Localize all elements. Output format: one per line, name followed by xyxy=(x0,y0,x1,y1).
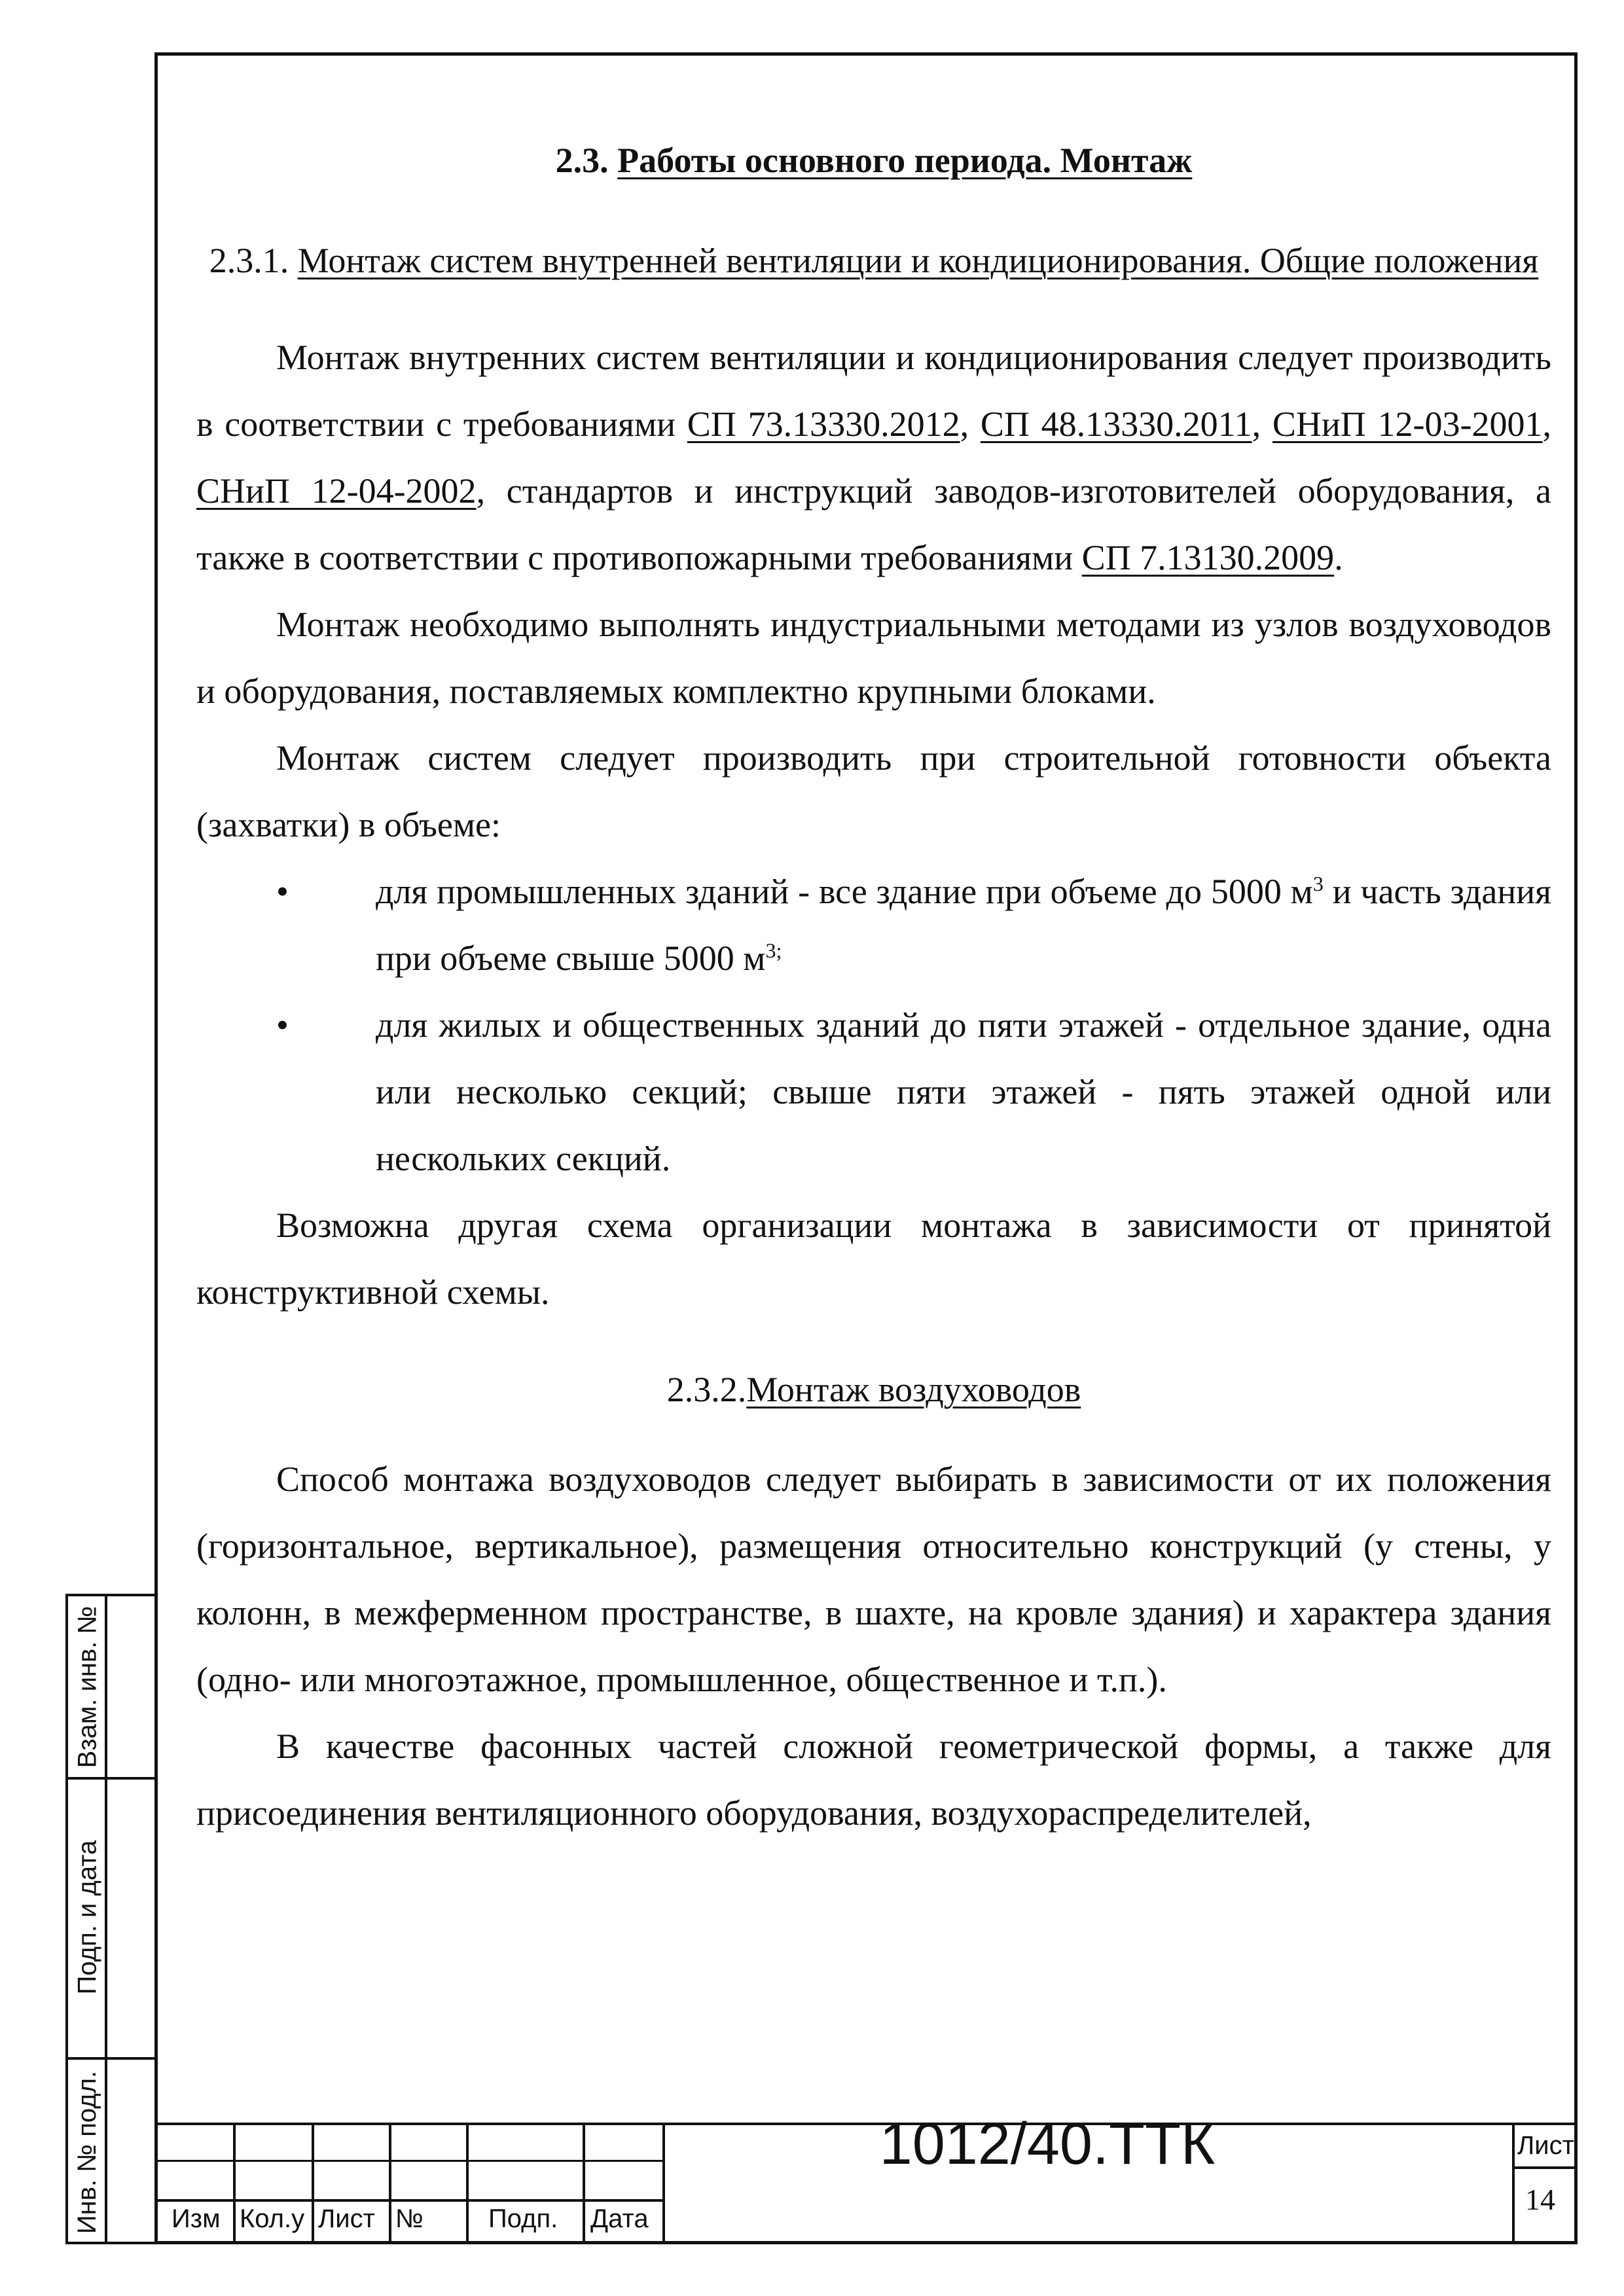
sheet-number: 14 xyxy=(1525,2183,1555,2216)
section-title: Работы основного периода. Монтаж xyxy=(617,141,1193,180)
list-item xyxy=(196,992,1551,1192)
paragraph-4: Возможна другая схема организации монтажа в зависимости от принятой конструктивной схемы. xyxy=(196,1206,1551,1312)
link-sp73[interactable]: СП 73.13330.2012 xyxy=(687,404,960,444)
list-item xyxy=(196,858,1551,992)
bullet-icon: • xyxy=(276,1005,289,1045)
title-block-col-line xyxy=(662,2123,665,2244)
title-block-col-line xyxy=(389,2123,391,2244)
separator: , xyxy=(960,404,981,444)
bullet1-text-b: и часть здания при объеме свыше 5000 м xyxy=(376,872,1551,978)
section-heading xyxy=(196,137,1551,183)
subsection2-number: 2.3.2. xyxy=(666,1370,747,1410)
separator: , xyxy=(1542,404,1552,444)
link-sp48[interactable]: СП 48.13330.2011 xyxy=(980,404,1252,444)
subsection1-title: Монтаж систем внутренней вентиляции и кондиционирования. Общие положения xyxy=(297,241,1539,281)
title-block-col-line xyxy=(1512,2123,1515,2244)
sheet-label: Лист xyxy=(1517,2131,1574,2160)
side-stamp-inv xyxy=(68,2057,107,2247)
col-podp-label: Подп. xyxy=(488,2204,558,2233)
bullet-icon: • xyxy=(276,872,289,912)
para1-end: . xyxy=(1334,538,1343,578)
title-block-row-line xyxy=(154,2199,665,2202)
side-stamp-podp xyxy=(68,1777,107,2057)
subsection-heading-1 xyxy=(196,229,1551,293)
vzam-label: Взам. инв. № xyxy=(73,1605,102,1768)
title-block-row-line xyxy=(154,2160,665,2162)
para1-prefix: Монтаж внутренних систем вентиляции и кондиционирования следует производить в соответствии с требованиями xyxy=(196,338,1551,444)
document-body xyxy=(196,137,1551,1846)
paragraph-6: В качестве фасонных частей сложной геометрической формы, а также для присоединения вентиляционного оборудования, воздухораспределителей, xyxy=(196,1726,1551,1833)
subsection-heading-2 xyxy=(196,1358,1551,1422)
link-snip-12-03[interactable]: СНиП 12-03-2001 xyxy=(1272,404,1543,444)
side-stamp-vzam xyxy=(68,1596,107,1777)
col-data-label: Дата xyxy=(590,2204,649,2233)
side-stamp xyxy=(65,1594,154,2244)
subsection2-title: Монтаж воздуховодов xyxy=(746,1370,1081,1410)
para1-middle: , стандартов и инструкций заводов-изготовителей оборудования, а также в соответствии с противопожарными требованиями xyxy=(196,471,1551,578)
bullet-list xyxy=(196,858,1551,1192)
bullet1-text-a: для промышленных зданий - все здание при объеме до 5000 м xyxy=(376,872,1313,912)
link-sp7[interactable]: СП 7.13130.2009 xyxy=(1081,538,1335,578)
paragraph-1 xyxy=(196,324,1551,591)
paragraph-3: Монтаж систем следует производить при строительной готовности объекта (захватки) в объеме: xyxy=(196,738,1551,845)
section-number: 2.3. xyxy=(555,141,609,180)
title-block-col-line xyxy=(233,2123,236,2244)
title-block-sheet-divider xyxy=(1512,2166,1578,2169)
superscript: 3 xyxy=(1312,872,1324,896)
col-list-label: Лист xyxy=(318,2204,375,2233)
paragraph-5: Способ монтажа воздуховодов следует выбирать в зависимости от их положения (горизонтальное, вертикальное), размещения относительно конструкций (у стены, у колонн, в межферменном пространстве, в шахте, на кровле здания) и характера здания (одно- или многоэтажное, промышленное, общественное и т.п.). xyxy=(196,1459,1551,1699)
link-snip-12-04[interactable]: СНиП 12-04-2002 xyxy=(196,471,477,511)
col-kolu-label: Кол.у xyxy=(240,2204,305,2233)
title-block-col-line xyxy=(312,2123,314,2244)
bullet2-text: для жилых и общественных зданий до пяти этажей - отдельное здание, одна или несколько секций; свыше пяти этажей - пять этажей одной или нескольких секций. xyxy=(376,1005,1551,1179)
title-block-col-line xyxy=(583,2123,585,2244)
col-izm-label: Изм xyxy=(171,2204,221,2233)
subsection1-number: 2.3.1. xyxy=(209,241,289,281)
separator: , xyxy=(1252,404,1272,444)
superscript: 3; xyxy=(765,939,782,963)
podp-label: Подп. и дата xyxy=(73,1840,102,1994)
inv-label: Инв. № подл. xyxy=(73,2070,102,2234)
col-num-label: № xyxy=(395,2204,424,2233)
document-code: 1012/40.ТТК xyxy=(879,2111,1216,2177)
title-block-col-line xyxy=(466,2123,469,2244)
paragraph-2: Монтаж необходимо выполнять индустриальными методами из узлов воздуховодов и оборудования, поставляемых комплектно крупными блоками. xyxy=(196,605,1551,711)
